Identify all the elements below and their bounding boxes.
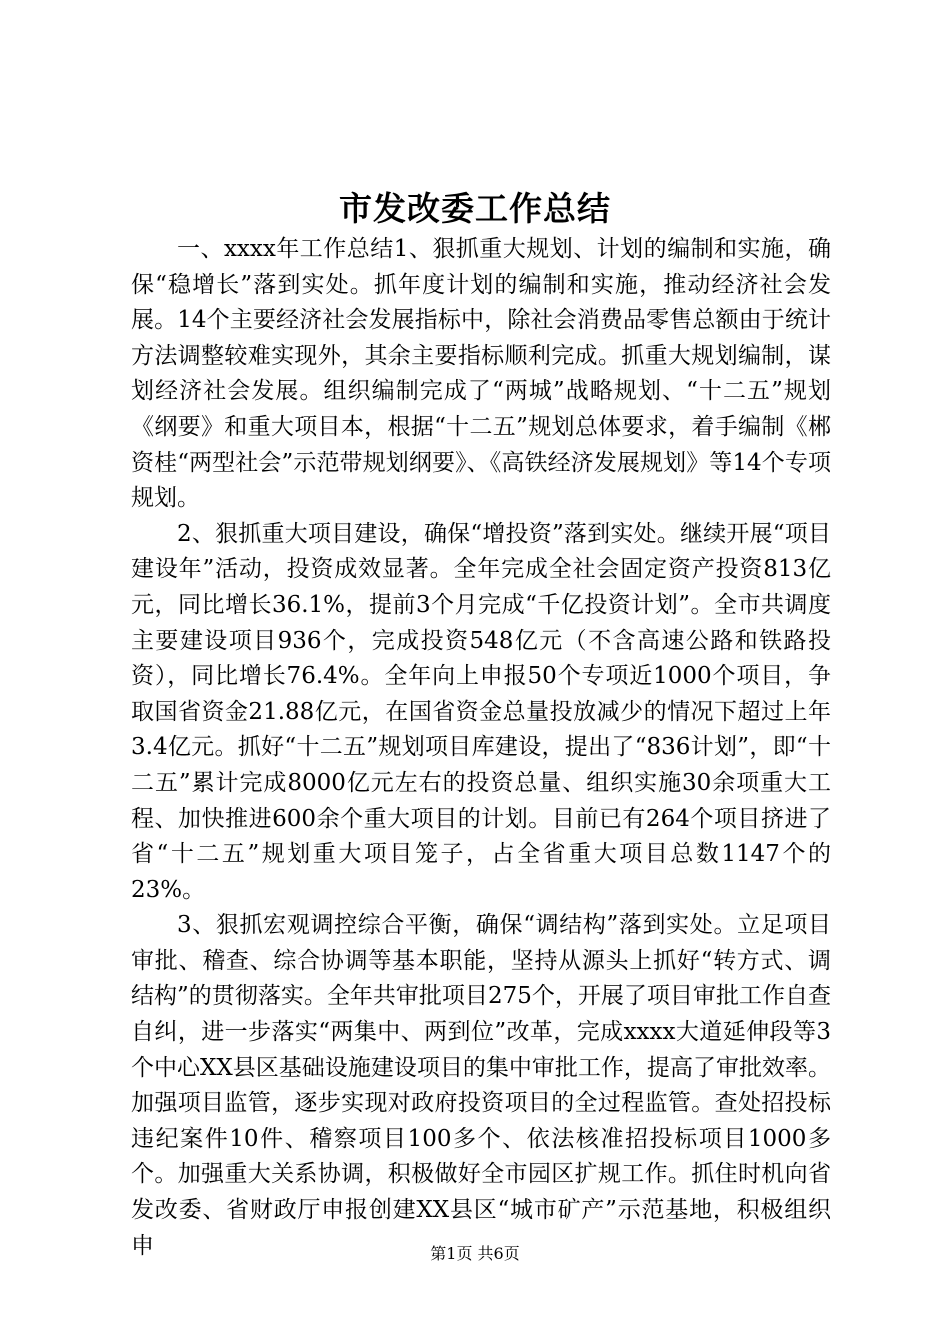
document-body — [131, 232, 831, 1264]
paragraph-2: 2、狠抓重大项目建设，确保“增投资”落到实处。继续开展“项目建设年”活动，投资成效显著。全年完成全社会固定资产投资813亿元，同比增长36.1%，提前3个月完成“千亿投资计划”。全市共调度主要建设项目936个，完成投资548亿元（不含高速公路和铁路投资），同比增长76.4%。全年向上申报50个专项近1000个项目，争取国省资金21.88亿元，在国省资金总量投放减少的情况下超过上年3.4亿元。抓好“十二五”规划项目库建设，提出了“836计划”，即“十二五”累计完成8000亿元左右的投资总量、组织实施30余项重大工程、加快推进600余个重大项目的计划。目前已有264个项目挤进了省“十二五”规划重大项目笼子，占全省重大项目总数1147个的23%。 — [131, 520, 831, 903]
page-number-footer: 第1页 共6页 — [430, 1244, 520, 1263]
document-title: 市发改委工作总结 — [339, 189, 611, 228]
paragraph-1: 一、xxxx年工作总结1、狠抓重大规划、计划的编制和实施，确保“稳增长”落到实处。抓年度计划的编制和实施，推动经济社会发展。14个主要经济社会发展指标中，除社会消费品零售总额由于统计方法调整较难实现外，其余主要指标顺利完成。抓重大规划编制，谋划经济社会发展。组织编制完成了“两城”战略规划、“十二五”规划《纲要》和重大项目本，根据“十二五”规划总体要求，着手编制《郴资桂“两型社会”示范带规划纲要》、《高铁经济发展规划》等14个专项规划。 — [131, 236, 831, 512]
paragraph-3: 3、狠抓宏观调控综合平衡，确保“调结构”落到实处。立足项目审批、稽查、综合协调等基本职能，坚持从源头上抓好“转方式、调结构”的贯彻落实。全年共审批项目275个，开展了项目审批工作自查自纠，进一步落实“两集中、两到位”改革，完成xxxx大道延伸段等3个中心XX县区基础设施建设项目的集中审批工作，提高了审批效率。加强项目监管，逐步实现对政府投资项目的全过程监管。查处招投标违纪案件10件、稽察项目100多个、依法核准招投标项目1000多个。加强重大关系协调，积极做好全市园区扩规工作。抓住时机向省发改委、省财政厅申报创建XX县区“城市矿产”示范基地，积极组织申 — [131, 912, 831, 1259]
